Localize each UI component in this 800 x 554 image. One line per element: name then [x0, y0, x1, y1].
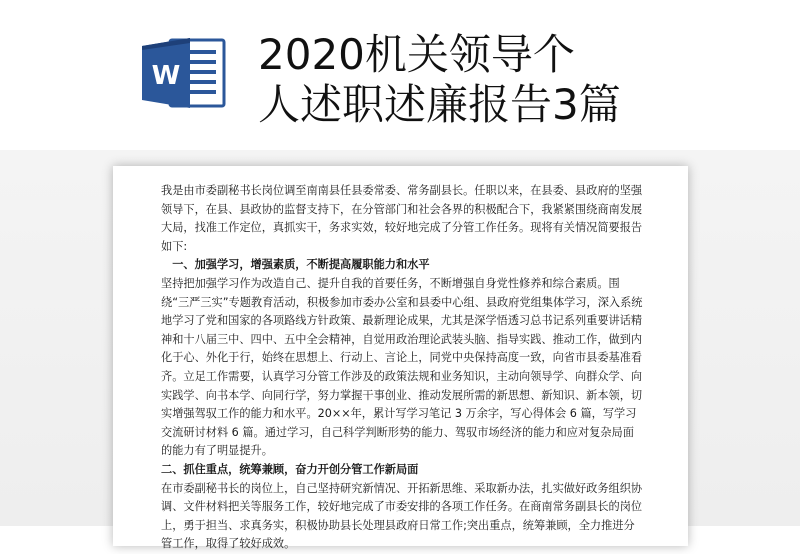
title-line-2: 人述职述廉报告3篇 — [258, 80, 621, 129]
section-heading-1: 一、加强学习，增强素质，不断提高履职能力和水平 — [172, 258, 430, 272]
section-paragraph-2: 在市委副秘书长的岗位上，自己坚持研究新情况、开拓新思维、采取新办法，扎实做好政务组织协调、文件材料把关等服务工作，较好地完成了市委安排的各项工作任务。在商南常务副县长的岗位上，勇于担当、求真务实，积极协助县长处理县政府日常工作;突出重点，统筹兼顾，全力推进分管工作，取得了较好成效。 — [161, 481, 643, 551]
section-heading-2: 二、抓住重点，统筹兼顾，奋力开创分管工作新局面 — [161, 462, 419, 476]
word-doc-icon — [140, 34, 228, 112]
intro-paragraph: 我是由市委副秘书长岗位调至南南县任县委常委、常务副县长。任职以来，在县委、县政府的坚强领导下，在县、县政协的监督支持下，在分管部门和社会各界的积极配合下，我紧紧围绕商南发展大局，找准工作定位，真抓实干，务求实效，较好地完成了分管工作任务。现将有关情况简要报告如下: — [161, 184, 643, 253]
section-paragraph-1: 坚持把加强学习作为改造自己、提升自我的首要任务，不断增强自身党性修养和综合素质。围绕“三严三实”专题教育活动，积极参加市委办公室和县委中心组、县政府党组集体学习，深入系统地学习了党和国家的各项路线方针政策、最新理论成果，尤其是深学悟透习总书记系列重要讲话精神和十八届三中、四中、五中全会精神，自觉用政治理论武装头脑、指导实践、推动工作，做到内化于心、外化于行，始终在思想上、行动上、言论上，同党中央保持高度一致，向省市县委基准看齐。立足工作需要，认真学习分管工作涉及的政策法规和业务知识，主动向领导学、向群众学、向实践学、向书本学、向同行学，努力掌握干事创业、推动发展所需的新思想、新知识、新本领，切实增强驾驭工作的能力和水平。20××年，累计写学习笔记 3 万余字，写心得体会 6 篇，写学习交流研讨材料 6 篇。通过学习，自己科学判断形势的能力、驾驭市场经济的能力和应对复杂局面的能力有了明显提升。 — [161, 276, 643, 458]
page-title — [258, 30, 778, 130]
document-body — [161, 182, 644, 554]
title-line-1: 2020机关领导个 — [258, 30, 575, 79]
document-page — [113, 166, 688, 551]
header — [0, 0, 800, 150]
logo-letter: W — [151, 61, 181, 91]
